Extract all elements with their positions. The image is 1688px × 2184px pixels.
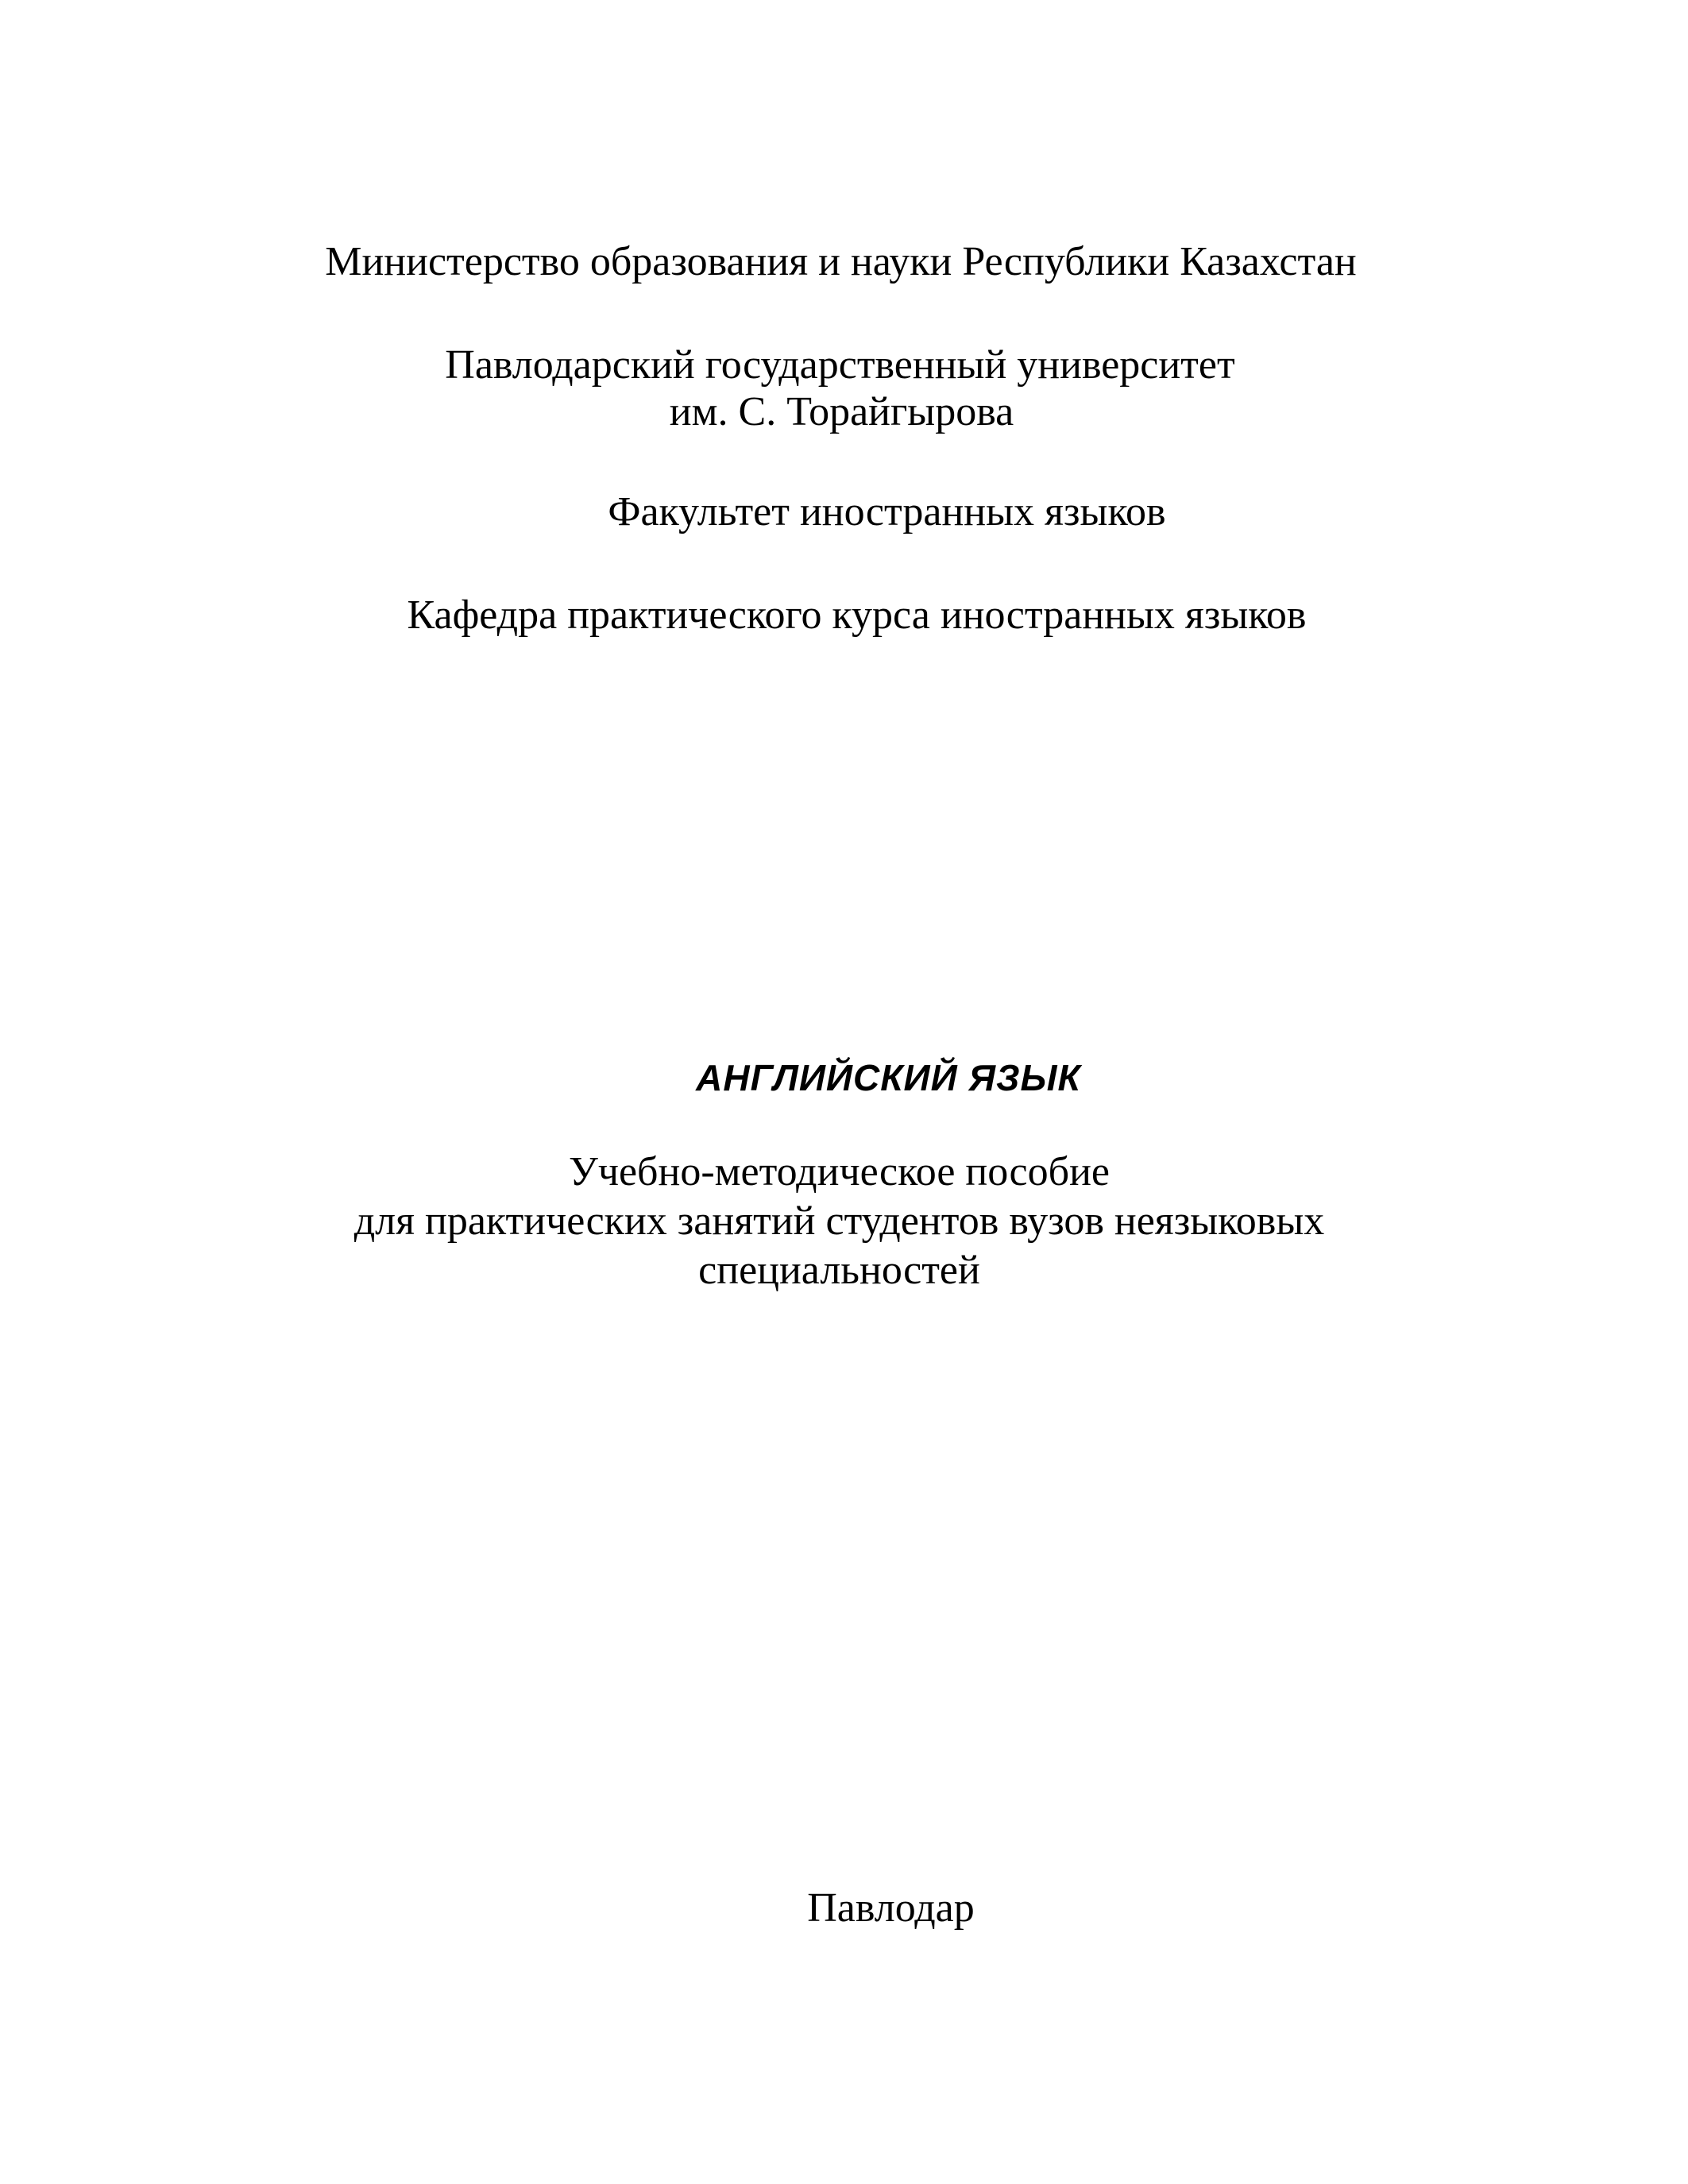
ministry-name: Министерство образования и науки Республики Казахстан bbox=[325, 239, 1357, 284]
department-name: Кафедра практического курса иностранных языков bbox=[407, 592, 1307, 638]
university-name-line2: им. С. Торайгырова bbox=[669, 389, 1014, 434]
subtitle-line3: специальностей bbox=[698, 1248, 980, 1293]
publication-city: Павлодар bbox=[807, 1885, 975, 1931]
document-title: АНГЛИЙСКИЙ ЯЗЫК bbox=[696, 1057, 1081, 1098]
faculty-name: Факультет иностранных языков bbox=[608, 489, 1166, 534]
subtitle-line1: Учебно-методическое пособие bbox=[569, 1149, 1110, 1194]
university-name-line1: Павлодарский государственный университет bbox=[445, 342, 1235, 388]
subtitle-line2: для практических занятий студентов вузов неязыковых bbox=[353, 1198, 1325, 1244]
